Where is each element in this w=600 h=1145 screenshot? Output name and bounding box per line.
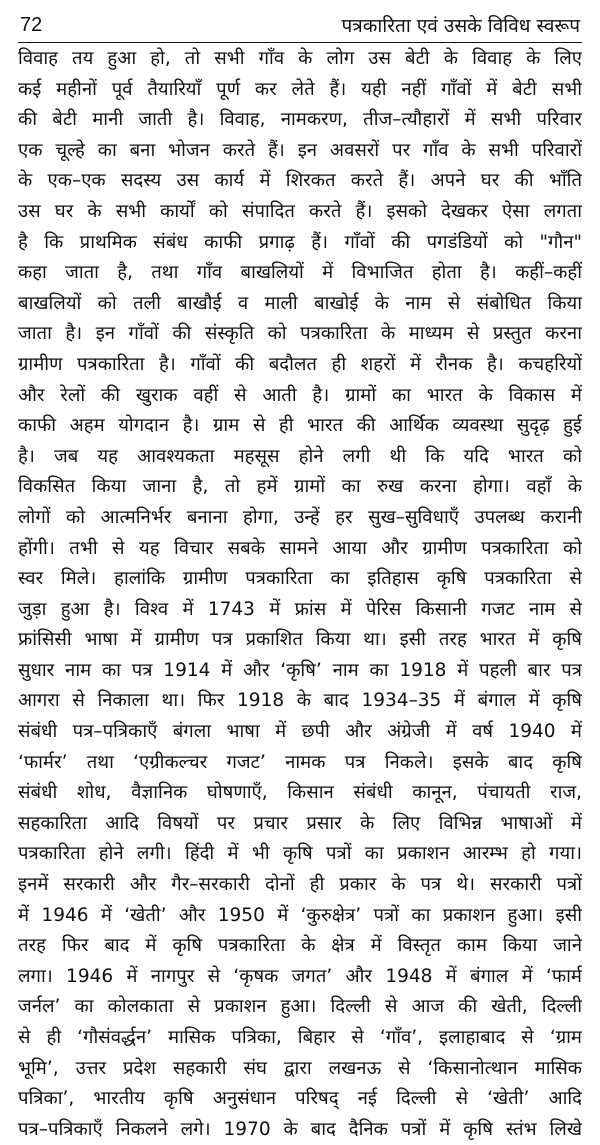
text-line: एक चूल्हे का बना भोजन करते हैं। इन अवसरों पर गाँव के सभी परिवारों xyxy=(18,139,582,161)
text-line: लोगों को आत्मनिर्भर बनाना होगा, उन्हें हर सुख–सुविधाएँ उपलब्ध करानी xyxy=(18,506,582,528)
text-line: पत्रकारिता होने लगी। हिंदी में भी कृषि पत्रों का प्रकाशन आरम्भ हो गया। xyxy=(18,843,582,865)
text-line: कई महीनों पूर्व तैयारियाँ पूर्ण कर लेते हैं। यही नहीं गाँवों में बेटी सभी xyxy=(18,78,582,100)
body-text xyxy=(18,44,582,1140)
text-line: की बेटी मानी जाती है। विवाह, नामकरण, तीज–त्यौहारों में सभी परिवार xyxy=(18,109,582,131)
text-line: है। जब यह आवश्यकता महसूस होने लगी थी कि यदि भारत को xyxy=(18,445,582,467)
text-line: जुड़ा हुआ है। विश्व में 1743 में फ्रांस में पेरिस किसानी गजट नाम से xyxy=(18,598,582,620)
text-line: जाता है। इन गाँवों की संस्कृति को पत्रकारिता के माध्यम से प्रस्तुत करना xyxy=(18,323,582,345)
text-line: स्वर मिले। हालांकि ग्रामीण पत्रकारिता का इतिहास कृषि पत्रकारिता से xyxy=(18,568,582,590)
text-line: से ही ‘गौसंवर्द्धन’ मासिक पत्रिका, बिहार से ‘गाँव’, इलाहाबाद से ‘ग्राम xyxy=(18,1027,582,1048)
text-line: के एक–एक सदस्य उस कार्य में शिरकत करते हैं। अपने घर की भाँति xyxy=(18,170,582,192)
text-line: इनमें सरकारी और गैर–सरकारी दोनों ही प्रकार के पत्र थे। सरकारी पत्रों xyxy=(18,874,582,896)
text-line: विकसित किया जाना है, तो हमें ग्रामों का रुख करना होगा। वहाँ के xyxy=(18,476,582,498)
text-line: में 1946 में ‘खेती’ और 1950 में ‘कुरुक्षेत्र’ पत्रों का प्रकाशन हुआ। इसी xyxy=(18,904,582,926)
text-line: आगरा से निकाला था। फिर 1918 के बाद 1934–35 में बंगाल में कृषि xyxy=(18,690,582,712)
text-line: विवाह तय हुआ हो, तो सभी गाँव के लोग उस बेटी के विवाह के लिए xyxy=(18,48,582,69)
text-line: भूमि’, उत्तर प्रदेश सहकारी संघ द्वारा लखनऊ से ‘किसानोत्थान मासिक xyxy=(18,1057,582,1079)
text-line: ग्रामीण पत्रकारिता है। गाँवों की बदौलत ही शहरों में रौनक है। कचहरियों xyxy=(18,353,582,375)
text-line: सुधार नाम का पत्र 1914 में और ‘कृषि’ नाम का 1918 में पहली बार पत्र xyxy=(18,659,582,681)
page-number: 72 xyxy=(20,14,43,36)
text-line: कहा जाता है, तथा गाँव बाखलियों में विभाजित होता है। कहीं–कहीं xyxy=(18,262,582,284)
text-line: है कि प्राथमिक संबंध काफी प्रगाढ़ हैं। गाँवों की पगडंडियों को "गौन" xyxy=(18,231,582,253)
text-line: जर्नल’ का कोलकाता से प्रकाशन हुआ। दिल्ली से आज की खेती, दिल्ली xyxy=(18,996,582,1018)
page-header xyxy=(18,8,582,43)
running-title: पत्रकारिता एवं उसके विविध स्वरूप xyxy=(341,15,580,37)
text-line: ‘फार्मर’ तथा ‘एग्रीकल्चर गजट’ नामक पत्र निकले। इसके बाद कृषि xyxy=(18,751,582,773)
text-line: और रेलों की खुराक वहीं से आती है। ग्रामों का भारत के विकास में xyxy=(18,384,582,406)
text-line: सहकारिता आदि विषयों पर प्रचार प्रसार के लिए विभिन्न भाषाओं में xyxy=(18,812,582,834)
text-line: लगा। 1946 में नागपुर से ‘कृषक जगत’ और 1948 में बंगाल में ‘फार्म xyxy=(18,965,582,987)
text-line: संबंधी शोध, वैज्ञानिक घोषणाएँ, किसान संबंधी कानून, पंचायती राज, xyxy=(18,782,582,804)
text-line: काफी अहम योगदान है। ग्राम से ही भारत की आर्थिक व्यवस्था सुदृढ़ हुई xyxy=(18,415,582,437)
text-line: पत्रिका’, भारतीय कृषि अनुसंधान परिषद् नई दिल्ली से ‘खेती’ आदि xyxy=(18,1088,582,1110)
text-line: फ्रांसिसी भाषा में ग्रामीण पत्र प्रकाशित किया था। इसी तरह भारत में कृषि xyxy=(18,629,582,651)
text-line: तरह फिर बाद में कृषि पत्रकारिता के क्षेत्र में विस्तृत काम किया जाने xyxy=(18,935,582,957)
text-line: संबंधी पत्र–पत्रिकाएँ बंगला भाषा में छपी और अंग्रेजी में वर्ष 1940 में xyxy=(18,721,582,743)
text-line: पत्र–पत्रिकाएँ निकलने लगे। 1970 के बाद दैनिक पत्रों में कृषि स्तंभ लिखे xyxy=(18,1118,582,1140)
text-line: बाखलियों को तली बाखौई व माली बाखोई के नाम से संबोधित किया xyxy=(18,292,582,314)
text-line: उस घर के सभी कार्यों को संपादित करते हैं। इसको देखकर ऐसा लगता xyxy=(18,200,582,222)
text-line: होंगी। तभी से यह विचार सबके सामने आया और ग्रामीण पत्रकारिता को xyxy=(18,537,582,559)
